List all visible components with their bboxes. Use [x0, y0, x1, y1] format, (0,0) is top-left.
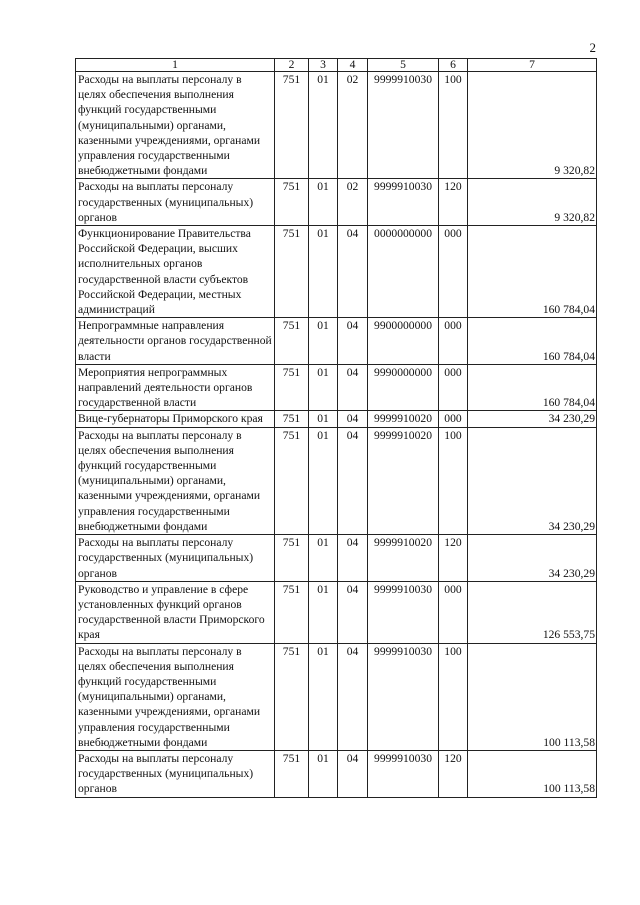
row-section-cell: 01	[309, 411, 338, 427]
table-row	[76, 535, 597, 582]
row-amount-cell: 34 230,29	[468, 535, 597, 582]
row-name-cell: Расходы на выплаты персоналу в целях обеспечения выполнения функций государственными (муниципальными) органами, казенными учреждениями, органами управления государственными внебюджетными фондами	[76, 643, 275, 750]
row-amount-cell: 9 320,82	[468, 179, 597, 226]
row-amount-cell: 34 230,29	[468, 427, 597, 534]
table-row	[76, 427, 597, 534]
row-section-cell: 01	[309, 427, 338, 534]
table-row	[76, 226, 597, 318]
row-expense-type-cell: 000	[439, 318, 468, 365]
row-subsection-cell: 02	[338, 72, 368, 179]
row-subsection-cell: 02	[338, 179, 368, 226]
row-subsection-cell: 04	[338, 318, 368, 365]
row-target-article-cell: 9999910030	[368, 179, 439, 226]
row-expense-type-cell: 100	[439, 427, 468, 534]
row-section-cell: 01	[309, 643, 338, 750]
row-expense-type-cell: 000	[439, 226, 468, 318]
header-col-5: 5	[368, 59, 439, 72]
row-name-cell: Расходы на выплаты персоналу государственных (муниципальных) органов	[76, 535, 275, 582]
page-number: 2	[589, 40, 596, 55]
header-row	[76, 59, 597, 72]
row-subsection-cell: 04	[338, 535, 368, 582]
budget-table	[75, 58, 597, 798]
row-name-cell: Расходы на выплаты персоналу государственных (муниципальных) органов	[76, 179, 275, 226]
row-subsection-cell: 04	[338, 226, 368, 318]
row-expense-type-cell: 100	[439, 643, 468, 750]
table-row	[76, 643, 597, 750]
row-subsection-cell: 04	[338, 427, 368, 534]
row-subsection-cell: 04	[338, 581, 368, 643]
row-admin-code-cell: 751	[275, 226, 309, 318]
row-subsection-cell: 04	[338, 643, 368, 750]
row-target-article-cell: 9999910030	[368, 643, 439, 750]
row-section-cell: 01	[309, 535, 338, 582]
row-section-cell: 01	[309, 750, 338, 797]
table-header	[76, 59, 597, 72]
row-target-article-cell: 9900000000	[368, 318, 439, 365]
table-row	[76, 318, 597, 365]
row-name-cell: Функционирование Правительства Российской Федерации, высших исполнительных органов государственной власти субъектов Российской Федерации, местных администраций	[76, 226, 275, 318]
row-amount-cell: 34 230,29	[468, 411, 597, 427]
row-target-article-cell: 9999910030	[368, 72, 439, 179]
row-section-cell: 01	[309, 318, 338, 365]
row-name-cell: Руководство и управление в сфере установленных функций органов государственной власти Приморского края	[76, 581, 275, 643]
header-col-4: 4	[338, 59, 368, 72]
row-amount-cell: 100 113,58	[468, 750, 597, 797]
row-name-cell: Расходы на выплаты персоналу государственных (муниципальных) органов	[76, 750, 275, 797]
row-section-cell: 01	[309, 72, 338, 179]
row-section-cell: 01	[309, 226, 338, 318]
table-row	[76, 179, 597, 226]
row-target-article-cell: 0000000000	[368, 226, 439, 318]
table-body	[76, 72, 597, 798]
row-admin-code-cell: 751	[275, 643, 309, 750]
row-target-article-cell: 9999910030	[368, 750, 439, 797]
row-name-cell: Мероприятия непрограммных направлений деятельности органов государственной власти	[76, 364, 275, 411]
row-expense-type-cell: 100	[439, 72, 468, 179]
row-target-article-cell: 9999910020	[368, 411, 439, 427]
row-amount-cell: 160 784,04	[468, 318, 597, 365]
row-section-cell: 01	[309, 364, 338, 411]
row-name-cell: Расходы на выплаты персоналу в целях обеспечения выполнения функций государственными (муниципальными) органами, казенными учреждениями, органами управления государственными внебюджетными фондами	[76, 72, 275, 179]
row-admin-code-cell: 751	[275, 427, 309, 534]
row-target-article-cell: 9999910020	[368, 427, 439, 534]
header-col-2: 2	[275, 59, 309, 72]
row-admin-code-cell: 751	[275, 364, 309, 411]
table-row	[76, 72, 597, 179]
row-amount-cell: 160 784,04	[468, 226, 597, 318]
row-amount-cell: 9 320,82	[468, 72, 597, 179]
row-subsection-cell: 04	[338, 364, 368, 411]
row-section-cell: 01	[309, 581, 338, 643]
row-expense-type-cell: 120	[439, 535, 468, 582]
row-admin-code-cell: 751	[275, 72, 309, 179]
row-expense-type-cell: 000	[439, 581, 468, 643]
row-target-article-cell: 9990000000	[368, 364, 439, 411]
row-amount-cell: 100 113,58	[468, 643, 597, 750]
row-section-cell: 01	[309, 179, 338, 226]
row-target-article-cell: 9999910030	[368, 581, 439, 643]
header-col-1: 1	[76, 59, 275, 72]
row-expense-type-cell: 120	[439, 179, 468, 226]
row-admin-code-cell: 751	[275, 411, 309, 427]
row-name-cell: Вице-губернаторы Приморского края	[76, 411, 275, 427]
row-amount-cell: 160 784,04	[468, 364, 597, 411]
row-admin-code-cell: 751	[275, 535, 309, 582]
header-col-6: 6	[439, 59, 468, 72]
row-admin-code-cell: 751	[275, 581, 309, 643]
table-row	[76, 750, 597, 797]
row-target-article-cell: 9999910020	[368, 535, 439, 582]
header-col-3: 3	[309, 59, 338, 72]
row-subsection-cell: 04	[338, 411, 368, 427]
table-row	[76, 581, 597, 643]
row-admin-code-cell: 751	[275, 179, 309, 226]
row-name-cell: Непрограммные направления деятельности органов государственной власти	[76, 318, 275, 365]
row-admin-code-cell: 751	[275, 750, 309, 797]
table-row	[76, 364, 597, 411]
row-name-cell: Расходы на выплаты персоналу в целях обеспечения выполнения функций государственными (муниципальными) органами, казенными учреждениями, органами управления государственными внебюджетными фондами	[76, 427, 275, 534]
row-expense-type-cell: 000	[439, 364, 468, 411]
header-col-7: 7	[468, 59, 597, 72]
row-admin-code-cell: 751	[275, 318, 309, 365]
row-amount-cell: 126 553,75	[468, 581, 597, 643]
row-expense-type-cell: 120	[439, 750, 468, 797]
table-row	[76, 411, 597, 427]
row-subsection-cell: 04	[338, 750, 368, 797]
row-expense-type-cell: 000	[439, 411, 468, 427]
